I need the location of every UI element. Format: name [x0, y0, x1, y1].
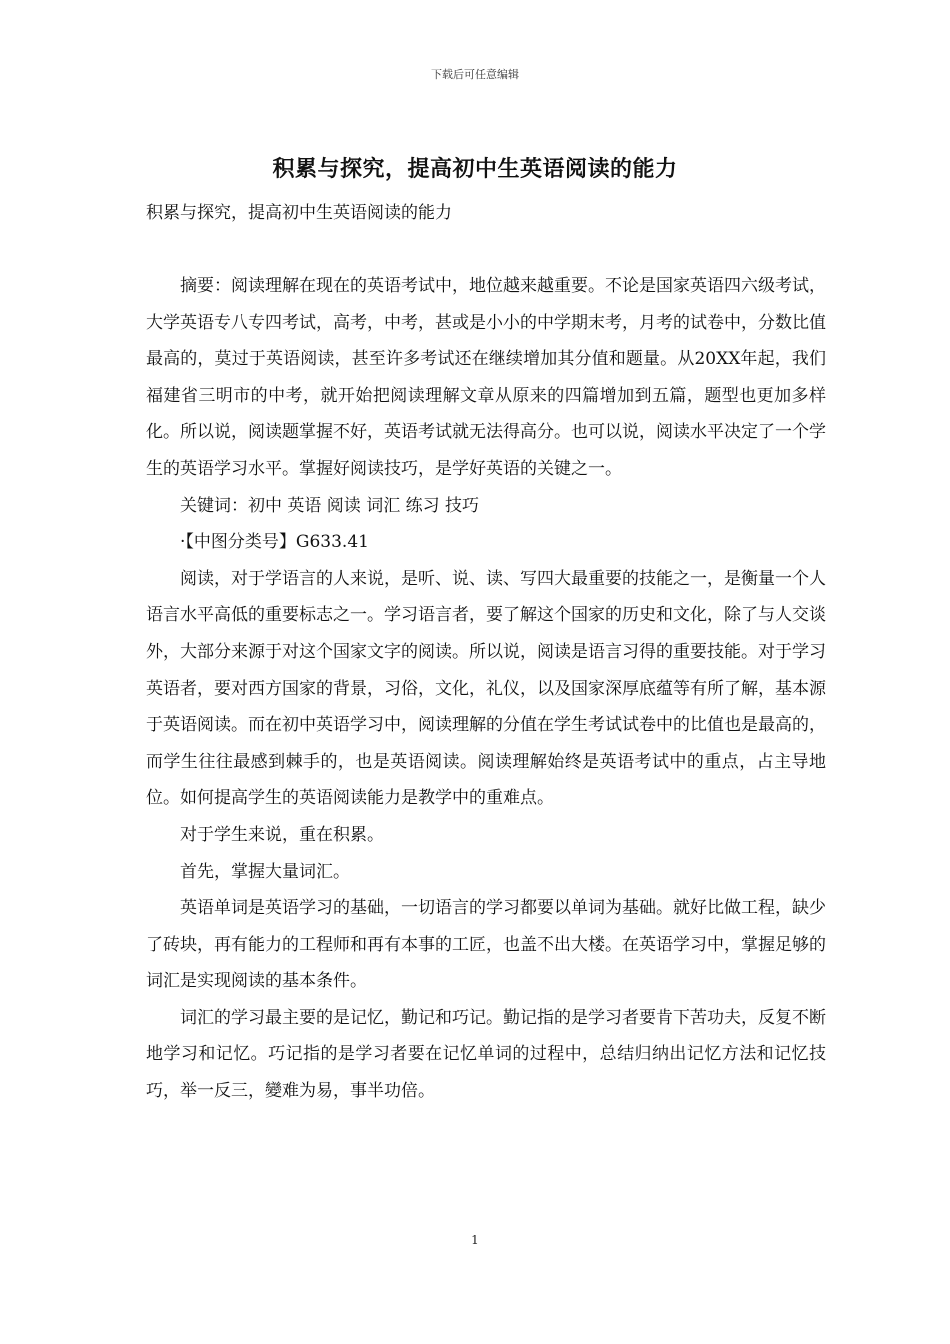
- page-header-note: 下载后可任意编辑: [431, 68, 519, 81]
- document-subtitle: 积累与探究，提高初中生英语阅读的能力: [146, 203, 452, 223]
- body-paragraph: 英语单词是英语学习的基础，一切语言的学习都要以单词为基础。就好比做工程，缺少了砖块，再有能力的工程师和再有本事的工匠，也盖不出大楼。在英语学习中，掌握足够的词汇是实现阅读的基本条件。: [146, 898, 826, 992]
- keywords-paragraph: 关键词：初中 英语 阅读 词汇 练习 技巧: [180, 495, 480, 516]
- document-body: [146, 268, 826, 1110]
- page-number: 1: [471, 1233, 479, 1247]
- classification-number: ·【中图分类号】G633.41: [180, 532, 369, 553]
- body-paragraph: 对于学生来说，重在积累。: [180, 824, 384, 845]
- body-paragraph: 词汇的学习最主要的是记忆，勤记和巧记。勤记指的是学习者要肯下苦功夫，反复不断地学习和记忆。巧记指的是学习者要在记忆单词的过程中，总结归纳出记忆方法和记忆技巧，举一反三，變难为易，事半功倍。: [146, 1007, 826, 1102]
- abstract-paragraph: 摘要：阅读理解在现在的英语考试中，地位越来越重要。不论是国家英语四六级考试，大学英语专八专四考试，高考，中考，甚或是小小的中学期末考，月考的试卷中，分数比值最高的，莫过于英语阅读，甚至许多考试还在继续增加其分值和题量。从20XX年起，我们福建省三明市的中考，就开始把阅读理解文章从原来的四篇增加到五篇，题型也更加多样化。所以说，阅读题掌握不好，英语考试就无法得高分。也可以说，阅读水平决定了一个学生的英语学习水平。掌握好阅读技巧，是学好英语的关键之一。: [146, 276, 826, 479]
- document-title: 积累与探究，提高初中生英语阅读的能力: [272, 157, 678, 182]
- section-heading: 首先，掌握大量词汇。: [180, 861, 350, 882]
- body-paragraph: 阅读，对于学语言的人来说，是听、说、读、写四大最重要的技能之一，是衡量一个人语言水平高低的重要标志之一。学习语言者，要了解这个国家的历史和文化，除了与人交谈外，大部分来源于对这个国家文字的阅读。所以说，阅读是语言习得的重要技能。对于学习英语者，要对西方国家的背景，习俗，文化，礼仪，以及国家深厚底蕴等有所了解，基本源于英语阅读。而在初中英语学习中，阅读理解的分值在学生考试试卷中的比值也是最高的，而学生往往最感到棘手的，也是英语阅读。阅读理解始终是英语考试中的重点，占主导地位。如何提高学生的英语阅读能力是教学中的重难点。: [146, 568, 826, 809]
